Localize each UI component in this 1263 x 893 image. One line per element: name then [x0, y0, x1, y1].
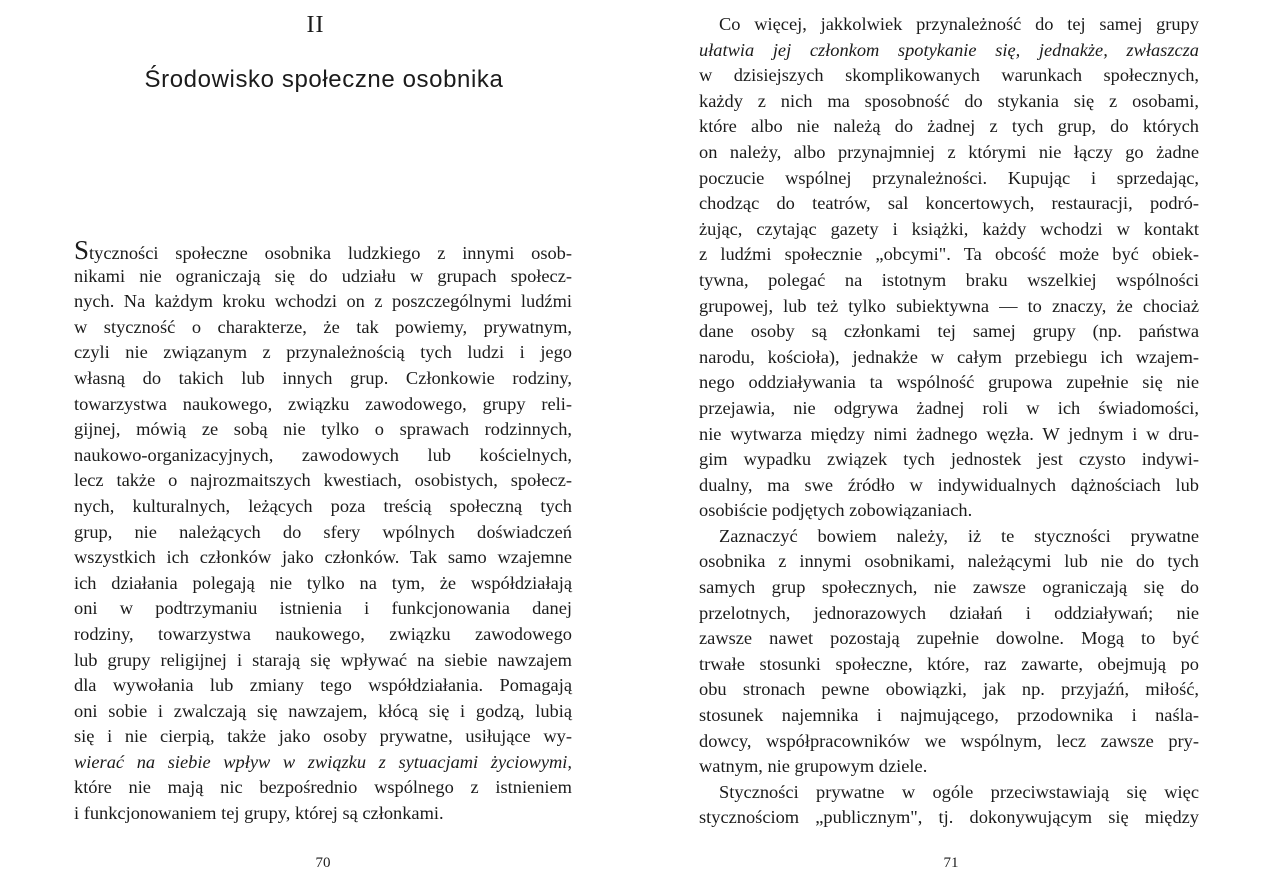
text-line: w dzisiejszych skomplikowanych warunkach społecznych,	[699, 65, 1199, 86]
text-line: ułatwia jej członkom spotykanie się, jednakże, zwłaszcza	[699, 39, 1199, 60]
text-line: każdy z nich ma sposobność do stykania się z osobami,	[699, 90, 1199, 111]
page-number: 70	[315, 855, 331, 871]
text-line: trwałe stosunki społeczne, które, raz zawarte, obejmują po	[699, 653, 1199, 674]
text-line: nych, kulturalnych, leżących poza treścią społeczną tych	[74, 495, 572, 516]
chapter-title: Środowisko społeczne osobnika	[144, 66, 504, 93]
text-line: ich działania polegają nie tylko na tym, że współdziałają	[74, 572, 572, 593]
text-line: dowcy, współpracowników we wspólnym, lecz zawsze pry-	[699, 730, 1199, 751]
text-line: grupowej, lub też tylko subiektywna — to znaczy, że chociaż	[699, 295, 1199, 316]
text-line: czyli nie związanym z przynależnością tych ludzi i jego	[74, 342, 572, 363]
text-line: lecz także o najrozmaitszych kwestiach, osobistych, społecz-	[74, 470, 572, 491]
chapter-number: II	[306, 12, 325, 38]
text-line: tywna, polegać na istotnym braku wszelkiej wspólności	[699, 269, 1199, 290]
text-line: naukowo-organizacyjnych, zawodowych lub kościelnych,	[74, 444, 572, 465]
text-line: Zaznaczyć bowiem należy, iż te styczności prywatne	[719, 525, 1199, 546]
text-line	[74, 235, 572, 265]
text-line: zawsze nawet pozostają zupełnie dowolne. Mogą to być	[699, 628, 1199, 649]
text-line: żując, czytając gazety i książki, każdy wchodzi w kontakt	[699, 218, 1199, 239]
text-line: chodząc do teatrów, sal koncertowych, restauracji, podró-	[699, 193, 1199, 214]
text-line: przejawia, nie odgrywa żadnej roli w ich świadomości,	[699, 397, 1199, 418]
text-line: watnym, nie grupowym dziele.	[699, 756, 928, 777]
text-line: się i nie cierpią, także jako osoby prywatne, usiłujące wy-	[74, 726, 572, 747]
text-line: on należy, albo przynajmniej z którymi nie łączy go żadne	[699, 141, 1199, 162]
page-number: 71	[943, 855, 959, 871]
text-line: wierać na siebie wpływ w związku z sytuacjami życiowymi,	[74, 751, 572, 772]
left-body-text	[74, 235, 572, 827]
text-line: stosunek najemnika i najmującego, przodownika i naśla-	[699, 705, 1199, 726]
text-line: Co więcej, jakkolwiek przynależność do tej samej grupy	[719, 14, 1199, 34]
text-line: które nie mają nic bezpośrednio wspólnego z istnieniem	[74, 777, 572, 798]
text-line: osobiście podjętych zobowiązaniach.	[699, 500, 973, 521]
text-line: stycznościom „publicznym", tj. dokonywującym się między	[699, 807, 1199, 828]
text-line: które albo nie należą do żadnej z tych grup, do których	[699, 116, 1199, 137]
text-line: osobnika z innymi osobnikami, należącymi lub nie do tych	[699, 551, 1199, 572]
text-line: nych. Na każdym kroku wchodzi on z poszczególnymi ludźmi	[74, 291, 572, 312]
text-line: dane osoby są członkami tej samej grupy (np. państwa	[699, 321, 1199, 342]
text-line: wszystkich ich członków jako członków. Tak samo wzajemne	[74, 547, 572, 568]
text-line: samych grup społecznych, nie zawsze ograniczają się do	[699, 577, 1199, 598]
left-page	[0, 0, 631, 893]
text-line: nie wytwarza między nimi żadnego węzła. W jednym i w dru-	[699, 423, 1199, 444]
text-line: gijnej, mówią ze sobą nie tylko o sprawach rodzinnych,	[74, 419, 572, 440]
right-body-text	[699, 12, 1199, 831]
text-line: dualny, ma swe źródło w indywidualnych dążnościach lub	[699, 474, 1199, 495]
text-line: nego oddziaływania ta wspólność grupowa zupełnie się nie	[699, 372, 1199, 393]
text-line: i funkcjonowaniem tej grupy, której są członkami.	[74, 803, 444, 824]
text-line: grup, nie należących do sfery wpólnych doświadczeń	[74, 521, 572, 542]
text-line: towarzystwa naukowego, związku zawodowego, grupy reli-	[74, 393, 572, 414]
text-line: dla wywołania lub zmiany tego współdziałania. Pomagają	[74, 675, 572, 696]
text-line-content: tyczności społeczne osobnika ludzkiego z innymi osob-	[89, 243, 572, 263]
text-line: rodziny, towarzystwa naukowego, związku zawodowego	[74, 623, 572, 644]
right-page	[631, 0, 1263, 893]
text-line: poczucie wspólnej przynależności. Kupując i sprzedając,	[699, 167, 1199, 188]
text-line: narodu, kościoła), jednakże w całym przebiegu ich wzajem-	[699, 346, 1199, 367]
text-line: z ludźmi społecznie „obcymi". Ta obcość może być obiek-	[699, 244, 1199, 265]
text-line: w styczność o charakterze, że tak powiemy, prywatnym,	[74, 316, 572, 337]
text-line: oni w podtrzymaniu istnienia i funkcjonowania danej	[74, 598, 572, 619]
text-line: własną do takich lub innych grup. Członkowie rodziny,	[74, 367, 572, 388]
text-line: lub grupy religijnej i starają się wpływać na siebie nawzajem	[74, 649, 572, 670]
text-line: oni sobie i zwalczają się nawzajem, kłócą się i godzą, lubią	[74, 700, 572, 721]
dropcap-letter: S	[74, 235, 90, 265]
text-line: przelotnych, jednorazowych działań i oddziaływań; nie	[699, 602, 1199, 623]
text-line: Styczności prywatne w ogóle przeciwstawiają się więc	[719, 781, 1199, 802]
text-line: nikami nie ograniczają się do udziału w grupach społecz-	[74, 265, 572, 286]
text-line: gim wypadku związek tych jednostek jest czysto indywi-	[699, 449, 1199, 470]
text-line: obu stronach pewne obowiązki, jak np. przyjaźń, miłość,	[699, 679, 1199, 700]
